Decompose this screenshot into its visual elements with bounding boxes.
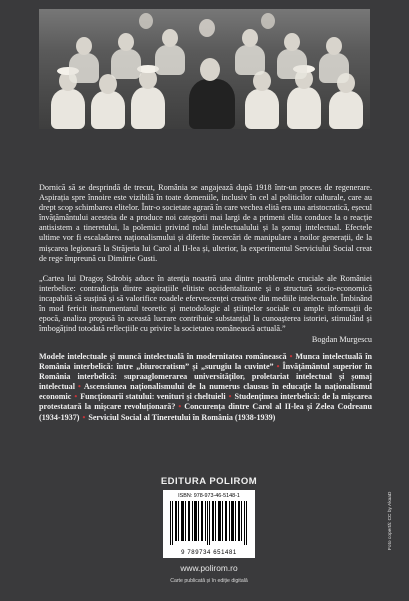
separator-bullet-icon: • [178, 402, 182, 412]
publisher-name: EDITURA POLIROM [160, 476, 258, 487]
cover-photo [39, 9, 370, 129]
description-paragraph: Dornică să se desprindă de trecut, România se angajează după 1918 într-un proces de regenerare. Aspirația spre înnoire este vizibilă în toate domeniile, inclusiv în cel al politicilor culturale, care au drept scop schimbarea elitelor. Într-o societate agrară în care vechea elită era una aristocratică, eșecul învățământului acesteia de a produce noi categorii mai largi de a primeni elita conduce la o reacție antisistem a tineretului, la polemici privind rolul intelectualului și la șomaj intelectual. Efectele ultime vor fi escaladarea naționalismului și diferite încercări de manipulare a noilor generații, de la mișcarea legionară la Străjeria lui Carol al II-lea și, ulterior, la experimentul Serviciului Social creat de rege împreună cu Dimitrie Gusti. [39, 183, 372, 263]
endorsement-quote: „Cartea lui Dragoș Sdrobiș aduce în atenția noastră una dintre problemele cruciale ale României interbelice: contradicția dintre aspirațiile elitiste occidentalizante și o structură socio-economică incapabilă să susțină și să valorifice roadele efervescenței creative din mediile intelectuale. Îmbinând în mod fericit instrumentarul teoretic și metodologic al științelor sociale cu ample informații de epocă, analiza propusă în această lucrare contribuie substanțial la cunoașterea istoriei, stimulând și îmbogățind totodată reflecțiile cu privire la societatea românească actuală.” [39, 273, 372, 334]
separator-bullet-icon: • [289, 352, 293, 361]
back-cover-text [39, 183, 372, 345]
separator-bullet-icon: • [276, 362, 280, 372]
separator-bullet-icon: • [228, 392, 232, 402]
publisher-website: www.polirom.ro [180, 563, 238, 573]
photo-credit: Foto copertă: CC by AkaaD [388, 491, 393, 550]
toc-item: Munca intelectuală în România interbelică: între „biurocratism” și „surugiu la cuvinte” [39, 352, 372, 372]
toc-item: Funcționarii statului: venituri și cheltuieli [80, 392, 226, 402]
separator-bullet-icon: • [74, 392, 78, 402]
separator-bullet-icon: • [82, 412, 86, 422]
toc-item: Serviciul Social al Tineretului în România (1938-1939) [88, 412, 276, 422]
barcode-icon [169, 501, 249, 545]
toc-item: Învățământul superior în România interbelică: supraaglomerarea universităților, proletariat intelectual și șomaj intelectual [39, 362, 372, 392]
isbn-label: ISBN: 978-973-46-5148-1 [178, 493, 240, 499]
digital-edition-note: Carte publicată și în ediție digitală [170, 578, 248, 584]
toc-item: Studențimea interbelică: de la mișcarea protestatară la mișcare revoluționară? [39, 392, 372, 412]
separator-bullet-icon: • [77, 382, 81, 392]
isbn-barcode [163, 490, 255, 558]
toc-item: Ascensiunea naționalismului de la numerus clausus în educație la naționalismul economic [39, 382, 372, 402]
barcode-number: 9 789734 651481 [181, 550, 237, 556]
table-of-contents [39, 352, 372, 423]
quote-author: Bogdan Murgescu [311, 335, 372, 345]
toc-item: Concurența dintre Carol al II-lea și Zelea Codreanu (1934-1937) [39, 402, 372, 422]
toc-item: Modele intelectuale și muncă intelectuală în modernitatea românească [39, 352, 287, 361]
